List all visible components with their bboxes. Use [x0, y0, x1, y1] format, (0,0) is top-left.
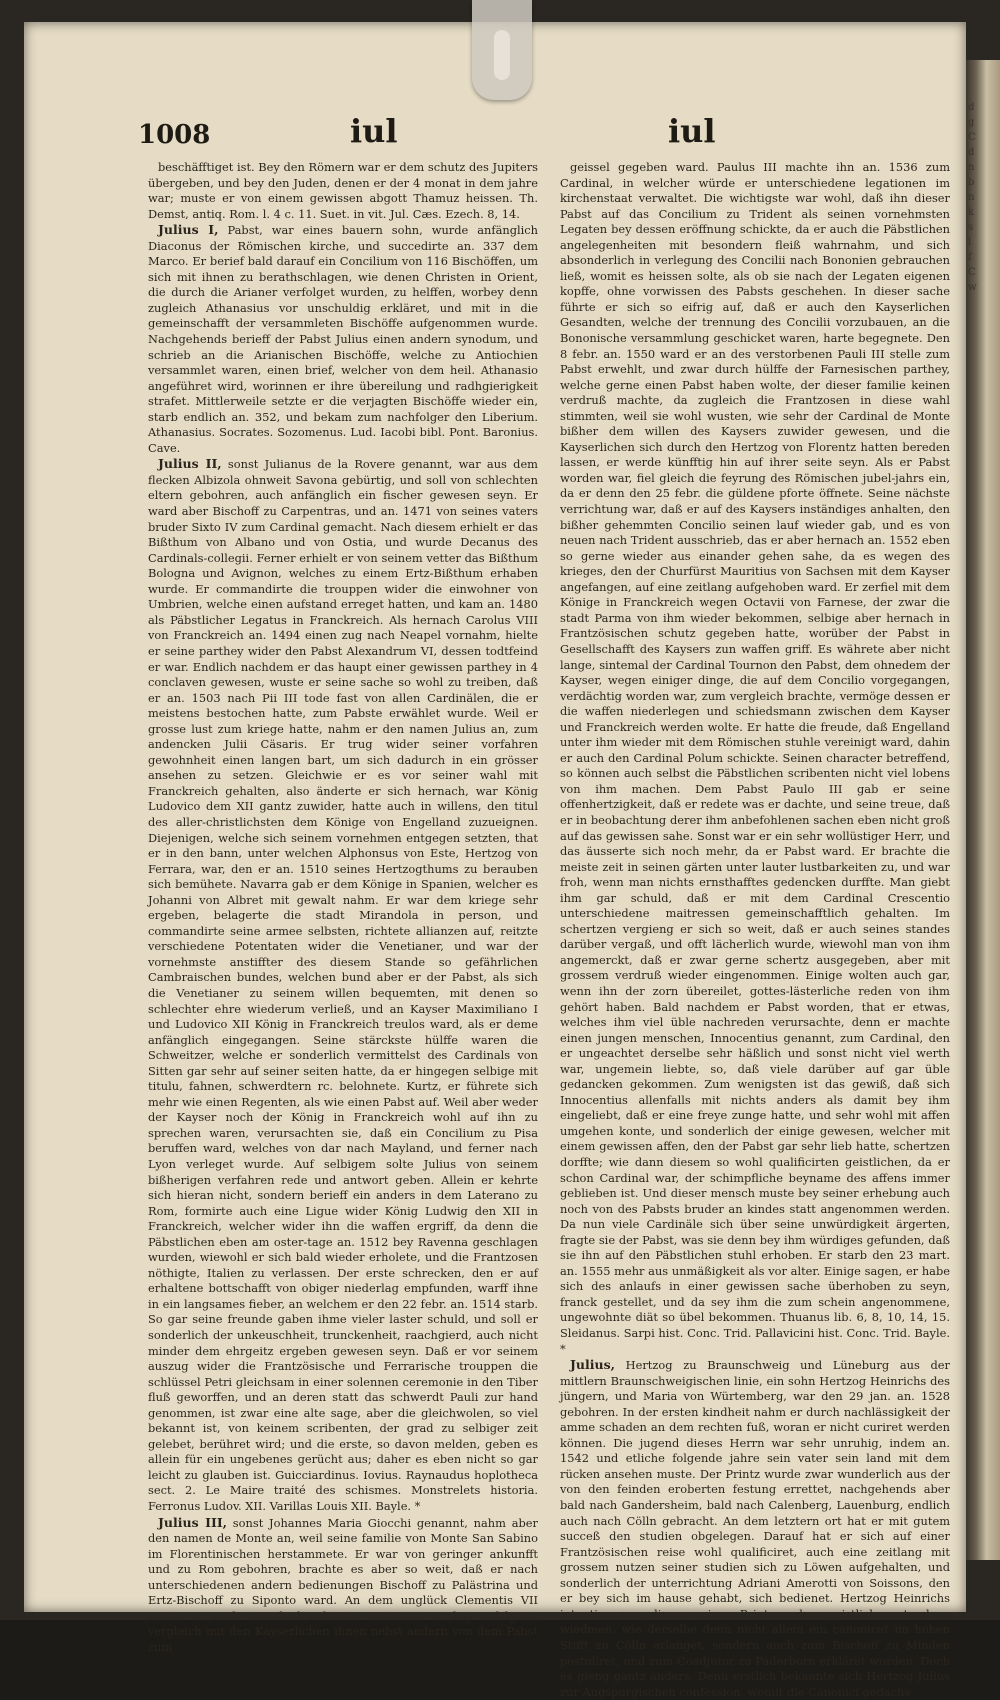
entry-heading: Julius III,	[158, 1514, 228, 1530]
entry-text: sonst Johannes Maria Giocchi genannt, nahm aber den namen de Monte an, weil seine familie von Monte San Sabino im Florentinischen herstammete. Er war von geringer ankunfft und zu Rom gebohren, brachte es aber so weit, daß er nach unterschiedenen andern bedienungen Bischoff zu Palästrina und Ertz-Bischoff zu Siponto ward. An dem unglück Clementis VII muste er auch mit theil nehmen, immassen er bey erfolgtem vergleich mit den Kayserlichen ihnen nebst andern von dem Pabst zum	[148, 1515, 538, 1654]
entry-heading: Julius,	[570, 1357, 615, 1373]
entry-julius-braunschweig	[560, 1357, 950, 1700]
entry-heading: Julius II,	[158, 456, 222, 472]
page-clip	[472, 0, 532, 100]
entry-text: sonst Julianus de la Rovere genannt, war aus dem flecken Albizola ohnweit Savona gebürtig, und soll von schlechten eltern gebohren, auch anfänglich ein fischer gewesen seyn. Er ward aber Bischoff zu Carpentras, und an. 1471 von seines vaters bruder Sixto IV zum Cardinal gemacht. Nach diesem erhielt er das Bißthum von Albano und von Ostia, und wurde Decanus des Cardinals-collegii. Ferner erhielt er von seinem vetter das Bißthum Bologna und Avignon, welches zu einem Ertz-Bißthum erhaben wurde. Er commandirte die trouppen wider die einwohner von Umbrien, welche einen aufstand erreget hatten, und kam an. 1480 als Päbstlicher Legatus in Franckreich. Als hernach Carolus VIII von Franckreich an. 1494 einen zug nach Neapel vornahm, hielte er seine parthey wider den Pabst Alexandrum VI, dessen todtfeind er war. Endlich nachdem er das haupt einer gewissen parthey in 4 conclaven gewesen, wuste er seine sache so wohl zu treiben, daß er an. 1503 nach Pii III tode fast von allen Cardinälen, die er meistens bestochen hatte, zum Pabste erwählet wurde. Weil er grosse lust zum kriege hatte, nahm er den namen Julius an, zum andencken Julii Cäsaris. Er trug wider seiner vorfahren gewohnheit einen langen bart, um sich dadurch in ein grösser ansehen zu setzen. Gleichwie er es vor seiner wahl mit Franckreich gehalten, also änderte er sich hernach, war König Ludovico dem XII gantz zuwider, hatte auch in willens, den titul des aller-christlichsten dem Könige von Engelland zuzueignen. Diejenigen, welche sich seinem vornehmen entgegen setzten, that er in den bann, unter welchen Alphonsus von Este, Hertzog von Ferrara, war, den er an. 1510 seines Hertzogthums zu berauben sich bemühete. Navarra gab er dem Könige in Spanien, welcher es Johanni von Albret mit gewalt nahm. Er war dem kriege sehr ergeben, belagerte die stadt Mirandola in person, und commandirte seine armee selbsten, richtete allianzen auf, reitzte verschiedene Potentaten wider die Venetianer, und war der vornehmste anstiffter des diesem Stande so gefährlichen Cambraischen bundes, welchen bund aber er der Pabst, als sich die Venetianer zu seinem willen bequemten, mit denen so schlechter ehre wiederum verließ, und an Kayser Maximiliano I und Ludovico XII König in Franckreich treulos ward, als er deme anfänglich eingegangen. Seine stärckste hülffe waren die Schweitzer, welche er sonderlich vermittelst des Cardinals von Sitten gar sehr auf seiner seiten hatte, da er hingegen selbige mit titulu, fahnen, schwerdtern rc. belohnete. Kurtz, er führete sich mehr wie einen Regenten, als wie einen Pabst auf. Weil aber weder der Kayser noch der König in Franckreich wohl auf ihn zu sprechen waren, verursachten sie, daß ein Concilium zu Pisa beruffen ward, welches von dar nach Mayland, und ferner nach Lyon verleget wurde. Auf selbigem solte Julius von seinem bißherigen verfahren rede und antwort geben. Allein er kehrte sich hieran nicht, sondern berieff ein anders in dem Laterano zu Rom, formirte auch eine Ligue wider König Ludwig den XII in Franckreich, welcher wider ihn die waffen ergriff, da denn die Päbstlichen eben am oster-tage an. 1512 bey Ravenna geschlagen wurden, wiewohl er sich bald wieder erholete, und die Frantzosen nöthigte, Italien zu verlassen. Der erste schrecken, den er auf erhaltene bottschafft von obiger niederlag empfunden, warff ihne in ein langsames fieber, an welchem er den 22 febr. an. 1514 starb. So gar seine freunde gaben ihme vieler laster schuld, und soll er sonderlich der unkeuschheit, trunckenheit, raachgierd, auch nicht minder dem ehrgeitz ergeben gewesen seyn. Daß er vor seinem auszug wider die Frantzösische und Ferrarische trouppen die schlüssel Petri gleichsam in einer solennen ceremonie in den Tiber fluß geworffen, und an deren statt das schwerdt Pauli zur hand genommen, ist zwar eine alte sage, aber die gleichwolen, so viel bekannt ist, von keinem scribenten, der grad zu selbiger zeit gelebet, berühret wird; und die erste, so davon melden, geben es allein für ein ungebenes gerücht aus; daher es eben nicht so gar leicht zu glauben ist. Guicciardinus. Iovius. Raynaudus hoplotheca sect. 2. Le Maire traité des schismes. Monstrelets historia. Ferronus Ludov. XII. Varillas Louis XII. Bayle. *	[148, 457, 538, 1514]
entry-julius-i	[148, 222, 538, 456]
page-number: 1008	[138, 120, 211, 150]
entry-text: Hertzog zu Braunschweig und Lüneburg aus der mittlern Braunschweigischen linie, ein sohn Hertzog Heinrichs des jüngern, und Maria von Würtemberg, war den 29 jan. an. 1528 gebohren. In der ersten kindheit nahm er durch nachlässigkeit der amme schaden an dem rechten fuß, woran er nicht curiret werden können. Die jugend dieses Herrn war sehr unruhig, indem an. 1542 und etliche folgende jahre sein vater sein land mit dem rücken ansehen muste. Der Printz wurde zwar wunderlich aus der von den feinden eroberten festung errettet, nachgehends aber bald nach Gandersheim, bald nach Calenberg, Lauenburg, endlich auch nach Cölln gebracht. An dem letztern ort hat er mit gutem succeß den studien obgelegen. Darauf hat er sich auf einer Frantzösischen reise wohl qualificiret, auch eine zeitlang mit grossem nutzen seiner studien sich zu Löwen aufgehalten, und sonderlich der unterrichtung Adriani Amerotti von Soissons, den er bey sich im hause gehabt, sich bedienet. Hertzog Heinrichs intention war, diesen seinen Printzen dem geistlichen stand zu wiedmen, wie derselbe denn nicht allein ein canonicat im hohen Stifft zu Cölln erlanget, sondern auch zum Bischoff zu Minden postuliret, und zum Coadjutor zu Paderborn erkläret worden. Doch es gieng gantz anders. Denn erstlich bekannte sich Hertzog Julius zur Augspurgischen confession, womit die Canonici gedachs	[560, 1358, 950, 1699]
left-column	[148, 160, 538, 1654]
right-column	[560, 160, 950, 1699]
entry-text: Pabst, war eines bauern sohn, wurde anfänglich Diaconus der Römischen kirche, und succedirte an. 337 dem Marco. Er berief bald darauf ein Concilium von 116 Bischöffen, um sich mit ihnen zu berathschlagen, wie denen Christen in Orient, die durch die Arianer verfolget wurden, zu helffen, worbey denn zugleich Athanasius vor unschuldig erkläret, und mit in die gemeinschafft der versammleten Bischöffe aufgenommen wurde. Nachgehends berieff der Pabst Julius einen andern synodum, und schrieb an die Arianischen Bischöffe, welche zu Antiochien versammlet waren, einen brief, welcher von dem heil. Athanasio angeführet wird, worinnen er ihre übereilung und radhgierigkeit strafet. Mittlerweile setzte er die verjagten Bischöffe wieder ein, starb endlich an. 352, und bekam zum nachfolger den Liberium. Athanasius. Socrates. Sozomenus. Lud. Iacobi bibl. Pont. Baronius. Cave.	[148, 223, 538, 455]
entry-continuation: beschäfftiget ist. Bey den Römern war er dem schutz des Jupiters übergeben, und bey den Juden, denen er der 4 monat in dem jahre war; muste er von einem gewissen abgott Thamuz heissen. Th. Demst, antiq. Rom. l. 4 c. 11. Suet. in vit. Jul. Cæs. Ezech. 8, 14.	[148, 160, 538, 221]
entry-continuation: geissel gegeben ward. Paulus III machte ihn an. 1536 zum Cardinal, in welcher würde er unterschiedene legationen im kirchenstaat verwaltet. Die wichtigste war wohl, daß ihn dieser Pabst auf das Concilium zu Trident als seinen vornehmsten Legaten bey dessen eröffnung schickte, da er auch die Päbstlichen angelegenheiten mit besondern fleiß wahrnahm, und sich absonderlich in verlegung des Concilii nach Bononien gebrauchen ließ, womit es heissen solte, als ob sie nach der Legaten eigenen kopffe, ohne vorwissen des Pabsts geschehen. In dieser sache führte er sich so eifrig auf, daß er auch den Kayserlichen Gesandten, welche der trennung des Concilii vorzubauen, an die Bononische versammlung geschicket waren, harte begegnete. Den 8 febr. an. 1550 ward er an des verstorbenen Pauli III stelle zum Pabst erwehlt, und zwar durch hülffe der Farnesischen parthey, welche gerne einen Pabst haben wolte, der dieser familie keinen verdruß machte, da zugleich die Frantzosen in diese wahl stimmten, weil sie wohl wusten, wie sehr der Cardinal de Monte bißher dem willen des Kaysers zuwider gewesen, und die Kayserlichen sich durch den Hertzog von Florentz hatten bereden lassen, er werde künfftig hin auf ihrer seite seyn. Als er Pabst worden war, fiel gleich die feyrung des Römischen jubel-jahrs ein, da er denn den 25 febr. die güldene pforte öffnete. Seine nächste verrichtung war, daß er auf des Kaysers inständiges anhalten, den bißher gehemmten Concilio seinen lauf wieder gab, und es von neuen nach Trident ausschrieb, das er aber hernach an. 1552 eben so gerne wieder aus einander gehen sahe, da es wegen des krieges, den der Churfürst Mauritius von Sachsen mit dem Kayser angefangen, auf eine zeitlang aufgehoben ward. Er zerfiel mit dem Könige in Franckreich wegen Octavii von Farnese, der zwar die stadt Parma von ihm wieder bekommen, selbige aber hernach in Frantzösischen schutz gegeben hatte, worüber der Pabst in Gesellschafft des Kaysers zun waffen griff. Es währete aber nicht lange, sintemal der Cardinal Tournon den Pabst, dem ohnedem der Kayser, wegen einiger dinge, die auf dem Concilio vorgegangen, verdächtig worden war, zum vergleich brachte, vermöge dessen er die waffen niederlegen und schiedsmann zwischen dem Kayser und Franckreich werden wolte. Er hatte die freude, daß Engelland unter ihm wieder mit dem Römischen stuhle vereinigt ward, dahin er auch den Cardinal Polum schickte. Seinen character betreffend, so können auch selbst die Päbstlichen scribenten nicht viel lobens von ihm machen. Dem Pabst Paulo III gab er seine offenhertzigkeit, daß er redete was er dachte, und seine treue, daß er in beobachtung derer ihm anbefohlenen sachen eben nicht groß auf das gewissen sahe. Sonst war er ein sehr wollüstiger Herr, und das äusserte sich noch mehr, da er Pabst ward. Er brachte die meiste zeit in seinen gärten unter lauter lustbarkeiten zu, und war froh, wenn man nichts ernsthafftes gedencken durffte. Man giebt ihm gar schuld, daß er mit dem Cardinal Crescentio unterschiedene maitressen gemeinschafftlich gehalten. Im schertzen vergieng er sich so weit, daß er auch seines standes darüber vergaß, und offt lächerlich wurde, wiewohl man von ihm angemerckt, daß er zwar gerne schertz ausgegeben, aber mit grossem verdruß wieder eingenommen. Einige wolten auch gar, wenn ihn der zorn übereilet, gottes-lästerliche reden von ihm gehört haben. Bald nachdem er Pabst worden, that er etwas, welches ihm viel üble nachreden verursachte, denn er machte einen jungen menschen, Innocentius genannt, zum Cardinal, den er ungeachtet derselbe sehr häßlich und sonst nicht viel werth war, ungemein liebte, so, daß viele darüber auf gar üble gedancken gekommen. Zum wenigsten ist das gewiß, daß sich Innocentius allenfalls mit nichts anders als damit bey ihm eingeliebt, daß er eine freye zunge hatte, und sehr wohl mit affen umgehen konte, und sonderlich der einige gewesen, welcher mit einem gewissen affen, den der Pabst gar sehr lieb hatte, schertzen dorffte; wie dann diesem so wohl qualificirten geistlichen, da er schon Cardinal war, der schimpfliche beyname des affens immer geblieben ist. Und dieser mensch muste bey seiner erhebung auch noch von des Pabsts bruder an kindes statt angenommen werden. Da nun viele Cardinäle sich über seine unwürdigkeit ärgerten, fragte sie der Pabst, was sie denn bey ihm würdiges gefunden, daß sie ihn auf den Päbstlichen stuhl erhoben. Er starb den 23 mart. an. 1555 mehr aus unmäßigkeit als vor alter. Einige sagen, er habe sich des anlaufs in einer gewissen sache überhoben zu seyn, franck gestellet, und da sey ihm die zum schein angenommene, ungewohnte diät so übel bekommen. Thuanus lib. 6, 8, 10, 14, 15. Sleidanus. Sarpi hist. Conc. Trid. Pallavicini hist. Conc. Trid. Bayle. *	[560, 160, 950, 1356]
next-page-fragments: d g C d n b n k s l f C w	[968, 102, 977, 293]
entry-heading: Julius I,	[158, 222, 219, 238]
entry-julius-iii	[148, 1515, 538, 1656]
running-head-left: iul	[350, 112, 398, 150]
running-head-right: iul	[668, 112, 716, 150]
entry-julius-ii	[148, 456, 538, 1514]
